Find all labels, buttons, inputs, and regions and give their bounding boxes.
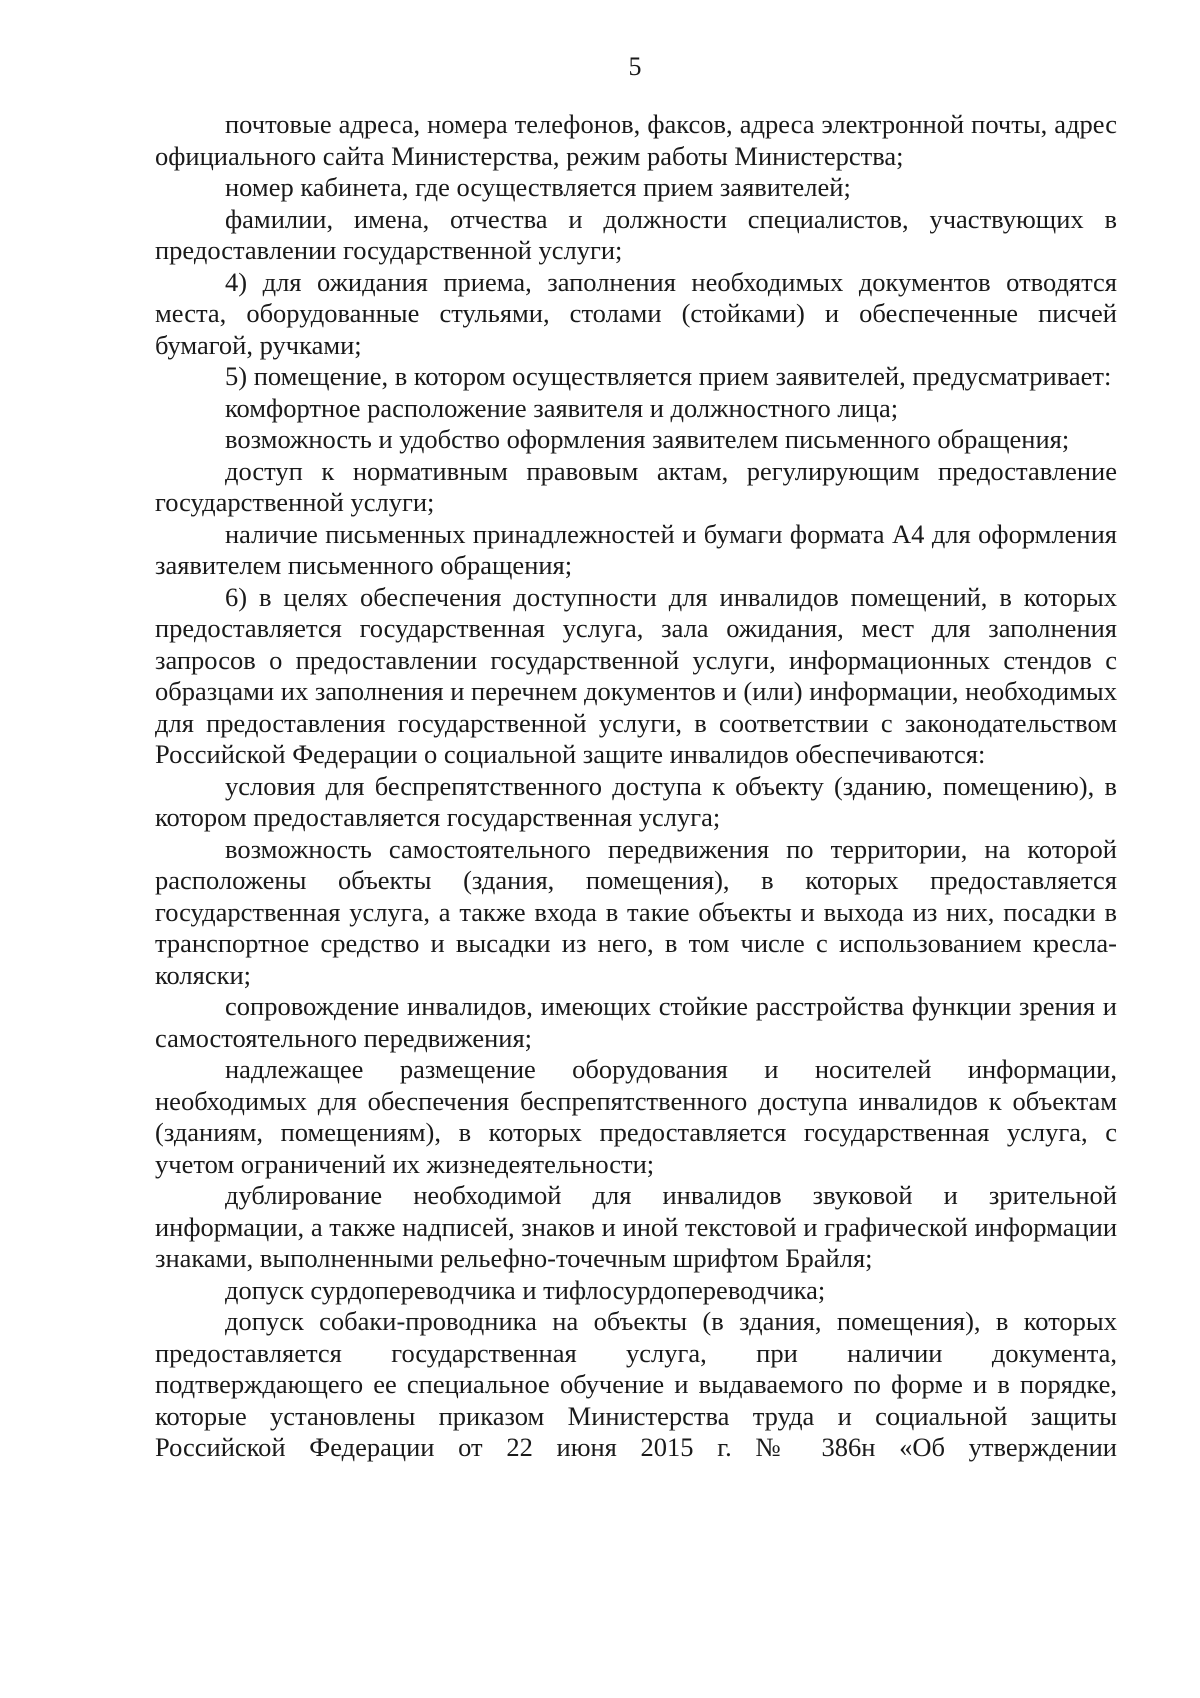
paragraph: комфортное расположение заявителя и должностного лица; — [225, 392, 899, 423]
paragraph: возможность самостоятельного передвижения по территории, на которой расположены объекты (здания, помещения), в которых предоставляется государственная услуга, а также входа в такие объекты и выхода из них, посадки в транспортное средство и высадки из него, в том числе с использованием кресла-коляски; — [155, 833, 1117, 990]
paragraph: допуск сурдопереводчика и тифлосурдопереводчика; — [225, 1274, 826, 1305]
paragraph: сопровождение инвалидов, имеющих стойкие расстройства функции зрения и самостоятельного передвижения; — [155, 991, 1117, 1053]
page-number: 5 — [628, 52, 642, 81]
paragraph: допуск собаки-проводника на объекты (в здания, помещения), в которых предоставляется государственная услуга, при наличии документа, подтверждающего ее специальное обучение и выдаваемого по форме и в порядке, которые установлены приказом Министерства труда и социальной защиты Российской Федерации от 22 июня 2015 г. № 386н «Об утверждении — [155, 1306, 1117, 1462]
paragraph: 6) в целях обеспечения доступности для инвалидов помещений, в которых предоставляется государственная услуга, зала ожидания, мест для заполнения запросов о предоставлении государственной услуги, информационных стендов с образцами их заполнения и перечнем документов и (или) информации, необходимых для предоставления государственной услуги, в соответствии с законодательством Российской Федерации о социальной защите инвалидов обеспечиваются: — [155, 581, 1117, 769]
paragraph: надлежащее размещение оборудования и носителей информации, необходимых для обеспечения беспрепятственного доступа инвалидов к объектам (зданиям, помещениям), в которых предоставляется государственная услуга, с учетом ограничений их жизнедеятельности; — [155, 1054, 1117, 1179]
paragraph: условия для беспрепятственного доступа к объекту (зданию, помещению), в котором предоставляется государственная услуга; — [155, 770, 1117, 832]
paragraph: 4) для ожидания приема, заполнения необходимых документов отводятся места, оборудованные стульями, столами (стойками) и обеспеченные писчей бумагой, ручками; — [155, 266, 1117, 360]
paragraph: номер кабинета, где осуществляется прием заявителей; — [225, 172, 851, 202]
paragraph: дублирование необходимой для инвалидов звуковой и зрительной информации, а также надписей, знаков и иной текстовой и графической информации знаками, выполненными рельефно-точечным шрифтом Брайля; — [155, 1180, 1117, 1273]
paragraph: почтовые адреса, номера телефонов, факсов, адреса электронной почты, адрес официального сайта Министерства, режим работы Министерства; — [155, 109, 1117, 171]
document-body — [155, 109, 1117, 1464]
paragraph: возможность и удобство оформления заявителем письменного обращения; — [225, 424, 1070, 454]
paragraph: доступ к нормативным правовым актам, регулирующим предоставление государственной услуги; — [155, 455, 1117, 517]
paragraph: фамилии, имена, отчества и должности специалистов, участвующих в предоставлении государственной услуги; — [155, 203, 1117, 265]
paragraph: 5) помещение, в котором осуществляется прием заявителей, предусматривает: — [225, 361, 1112, 391]
paragraph: наличие письменных принадлежностей и бумаги формата А4 для оформления заявителем письменного обращения; — [155, 518, 1117, 580]
